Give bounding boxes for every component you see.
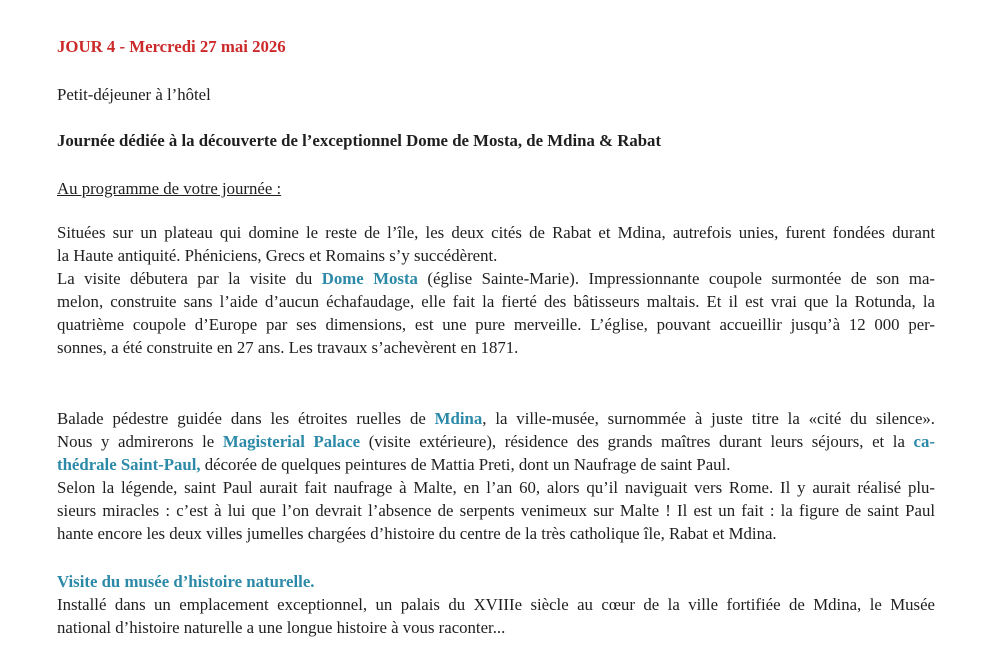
dome-line-4: melon, construite sans l’aide d’aucun échafaudage, elle fait la fierté des bâtisseurs maltais. Et il est vrai que la Rotunda, la: [57, 292, 935, 311]
mdina-link[interactable]: Mdina: [434, 409, 483, 428]
mdina-line-3-after: décorée de quelques peintures de Mattia Preti, dont un Naufrage de saint Paul.: [200, 455, 731, 474]
mdina-line-2-before: Nous y admirerons le: [57, 432, 223, 451]
mdina-line-1-before: Balade pédestre guidée dans les étroites ruelles de: [57, 409, 435, 428]
museum-line-1: Installé dans un emplacement exceptionnel, un palais du XVIIIe siècle au cœur de la ville fortifiée de Mdina, le Musée: [57, 595, 935, 614]
mdina-line-6: hante encore les deux villes jumelles chargées d’histoire du centre de la très catholique île, Rabat et Mdina.: [57, 524, 777, 543]
dome-line-6: sonnes, a été construite en 27 ans. Les travaux s’achevèrent en 1871.: [57, 338, 519, 357]
mdina-line-2-mid: (visite extérieure), résidence des grands maîtres durant leurs séjours, et la: [360, 432, 914, 451]
mdina-line-1-after: , la ville-musée, surnommée à juste titre la «cité du silence».: [482, 409, 935, 428]
mdina-line-4: Selon la légende, saint Paul aurait fait naufrage à Malte, en l’an 60, alors qu’il naviguait vers Rome. Il y aurait réalisé plu-: [57, 478, 935, 497]
mdina-paragraph: [57, 407, 935, 545]
dome-line: [57, 267, 935, 290]
intro-paragraph: [57, 221, 935, 359]
dome-line-before: La visite débutera par la visite du: [57, 269, 322, 288]
dome-mosta-link[interactable]: Dome Mosta: [321, 269, 418, 288]
cathedral-link-part2[interactable]: thédrale Saint-Paul,: [57, 455, 201, 474]
mdina-line-3: [57, 453, 935, 476]
dome-line-5: quatrième coupole d’Europe par ses dimensions, est une pure merveille. L’église, pouvant accueillir jusqu’à 12 000 per-: [57, 315, 935, 334]
intro-line-1: Situées sur un plateau qui domine le reste de l’île, les deux cités de Rabat et Mdina, autrefois unies, furent fondées durant: [57, 223, 935, 242]
breakfast-line: Petit-déjeuner à l’hôtel: [57, 85, 211, 104]
museum-title-link[interactable]: Visite du musée d’histoire naturelle.: [57, 572, 315, 591]
cathedral-link-part1[interactable]: ca-: [913, 432, 935, 451]
day-title: JOUR 4 - Mercredi 27 mai 2026: [57, 37, 286, 56]
mdina-line-2: [57, 430, 935, 453]
dome-line-after: (église Sainte-Marie). Impressionnante coupole surmontée de son ma-: [417, 269, 936, 288]
program-heading: Au programme de votre journée :: [57, 179, 282, 198]
magisterial-palace-link[interactable]: Magisterial Palace: [222, 432, 361, 451]
museum-line-2: national d’histoire naturelle a une longue histoire à vous raconter...: [57, 618, 506, 637]
mdina-line-5: sieurs miracles : c’est à lui que l’on devrait l’absence de serpents venimeux sur Malte ! Il est un fait : la figure de saint Paul: [57, 501, 935, 520]
museum-paragraph: [57, 593, 935, 639]
intro-line-2: la Haute antiquité. Phéniciens, Grecs et Romains s’y succédèrent.: [57, 246, 498, 265]
day-headline: Journée dédiée à la découverte de l’exceptionnel Dome de Mosta, de Mdina & Rabat: [57, 131, 662, 150]
mdina-line-1: [57, 407, 935, 430]
